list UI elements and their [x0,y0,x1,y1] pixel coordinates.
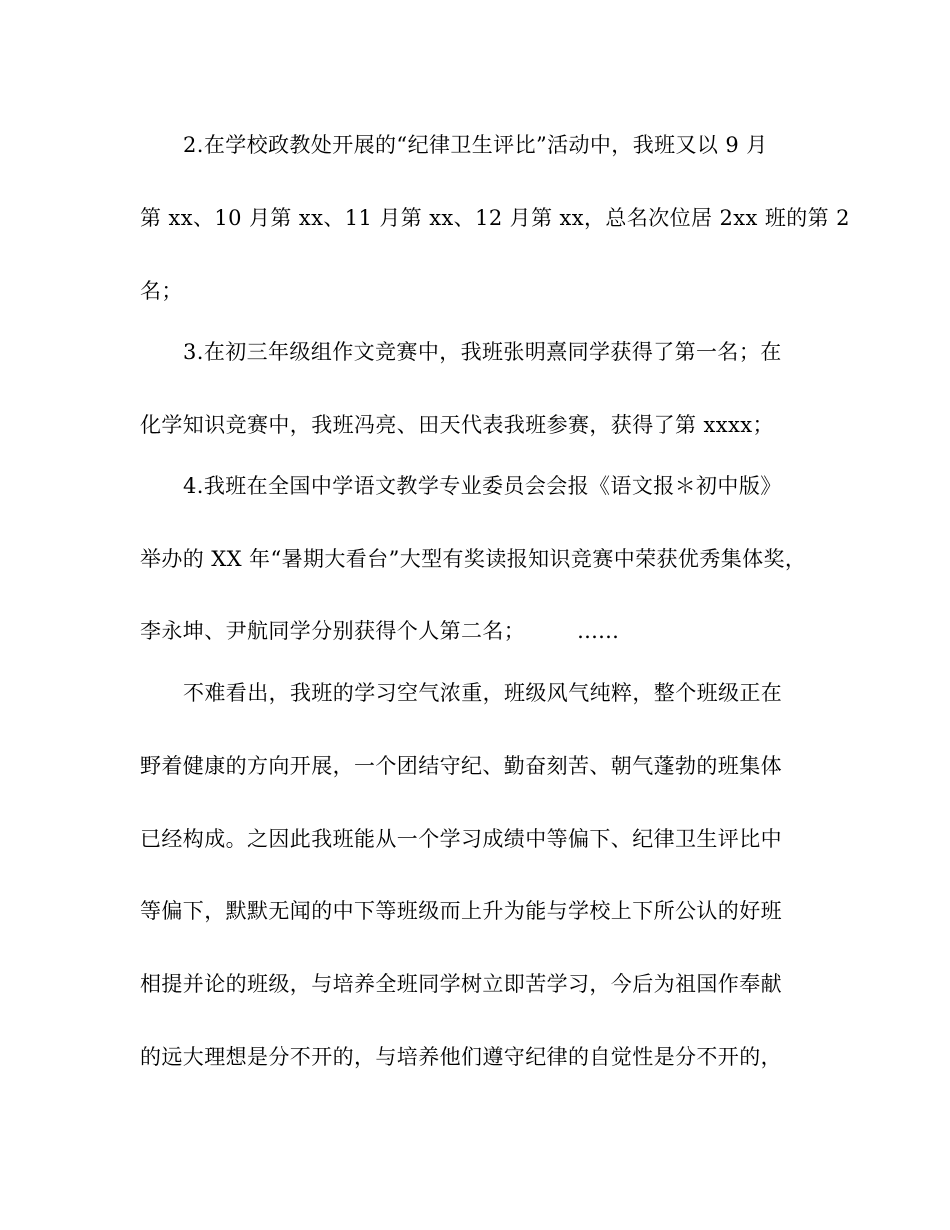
paragraph-5-line-2: 野着健康的方向开展，一个团结守纪、勤奋刻苦、朝气蓬勃的班集体 [140,754,782,778]
paragraph-4-line-3: 李永坤、尹航同学分别获得个人第二名； [140,619,526,643]
ellipsis-mark: …… [577,619,619,643]
paragraph-3-line-2: 化学知识竞赛中，我班冯亮、田天代表我班参赛，获得了第 xxxx； [140,413,774,437]
paragraph-4-line-2: 举办的 XX 年“暑期大看台”大型有奖读报知识竞赛中荣获优秀集体奖， [140,547,807,571]
paragraph-2-line-1: 2.在学校政教处开展的“纪律卫生评比”活动中，我班又以 9 月 [183,133,768,157]
paragraph-5-line-6: 的远大理想是分不开的，与培养他们遵守纪律的自觉性是分不开的， [140,1045,782,1069]
paragraph-5-line-5: 相提并论的班级，与培养全班同学树立即苦学习，今后为祖国作奉献 [140,972,782,996]
paragraph-2-line-3: 名； [140,279,183,303]
paragraph-4-line-1: 4.我班在全国中学语文教学专业委员会会报《语文报＊初中版》 [183,474,782,498]
paragraph-3-line-1: 3.在初三年级组作文竞赛中，我班张明熹同学获得了第一名；在 [183,340,782,364]
paragraph-5-line-1: 不难看出，我班的学习空气浓重，班级风气纯粹，整个班级正在 [183,681,783,705]
paragraph-5-line-3: 已经构成。之因此我班能从一个学习成绩中等偏下、纪律卫生评比中 [140,827,782,851]
paragraph-5-line-4: 等偏下，默默无闻的中下等班级而上升为能与学校上下所公认的好班 [140,899,782,923]
paragraph-2-line-2: 第 xx、10 月第 xx、11 月第 xx、12 月第 xx，总名次位居 2xx 班的第 2 [140,206,850,230]
